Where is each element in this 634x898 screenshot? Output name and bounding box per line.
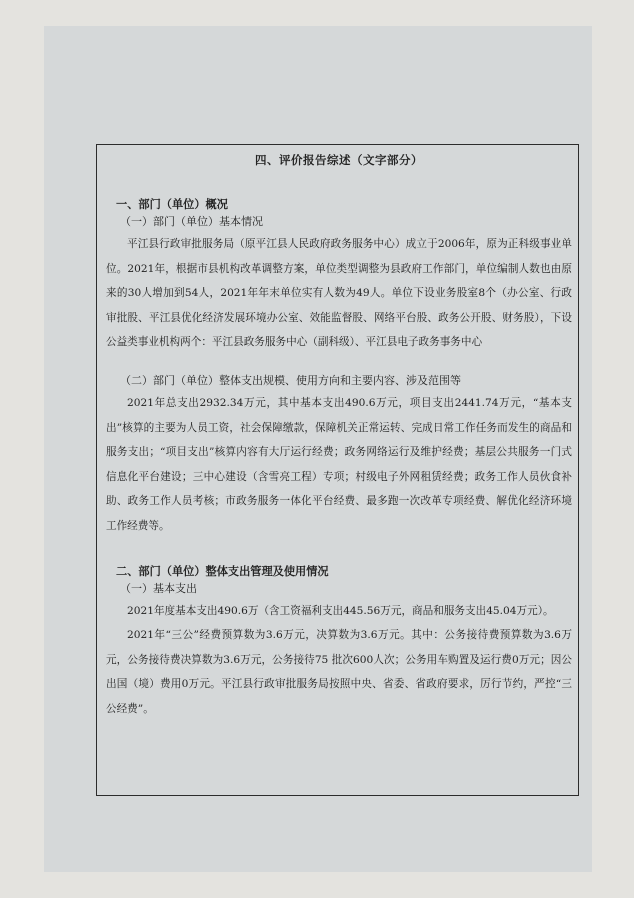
- section-1-paragraph-1: 平江县行政审批服务局（原平江县人民政府政务服务中心）成立于2006年，原为正科级事业单位。2021年，根据市县机构改革调整方案，单位类型调整为县政府工作部门，单位编制人数也由原来的30人增加到54人，2021年年末单位实有人数为49人。单位下设业务股室8个（办公室、行政审批股、平江县优化经济发展环境办公室、效能监督股、网络平台股、政务公开股、财务股），下设公益类事业机构两个：平江县政务服务中心（副科级）、平江县电子政务事务中心: [106, 238, 572, 349]
- section-2-paragraph-1: 2021年度基本支出490.6万（含工资福利支出445.56万元，商品和服务支出45.04万元）。: [127, 604, 554, 617]
- report-content: [106, 150, 572, 722]
- section-2-sub-1: （一）基本支出: [120, 581, 197, 595]
- section-1-paragraph-2: 2021年总支出2932.34万元，其中基本支出490.6万元，项目支出2441.74万元，“基本支出”核算的主要为人员工资，社会保障缴款，保障机关正常运转、完成日常工作任务而发生的商品和服务支出；“项目支出”核算内容有大厅运行经费；政务网络运行及维护经费；基层公共服务一门式信息化平台建设；三中心建设（含雪亮工程）专项；村级电子外网租赁经费；政务工作人员伙食补助、政务工作人员考核；市政务服务一体化平台经费、最多跑一次改革专项经费、解优化经济环境工作经费等。: [106, 396, 572, 532]
- section-1-sub-2: （二）部门（单位）整体支出规模、使用方向和主要内容、涉及范围等: [120, 373, 461, 387]
- section-2-heading: 二、部门（单位）整体支出管理及使用情况: [116, 563, 329, 578]
- section-1-sub-1: （一）部门（单位）基本情况: [120, 215, 263, 228]
- section-2-paragraph-2: 2021年“三公”经费预算数为3.6万元，决算数为3.6万元。其中：公务接待费预算数为3.6万元，公务接待费决算数为3.6万元，公务接待75 批次600人次；公务用车购置及运行费0万元；因公出国（境）费用0万元。平江县行政审批服务局按照中央、省委、省政府要求，厉行节约，严控“三公经费”。: [106, 629, 572, 715]
- section-1-heading: 一、部门（单位）概况: [116, 197, 228, 211]
- report-title: 四、评价报告综述（文字部分）: [255, 153, 423, 167]
